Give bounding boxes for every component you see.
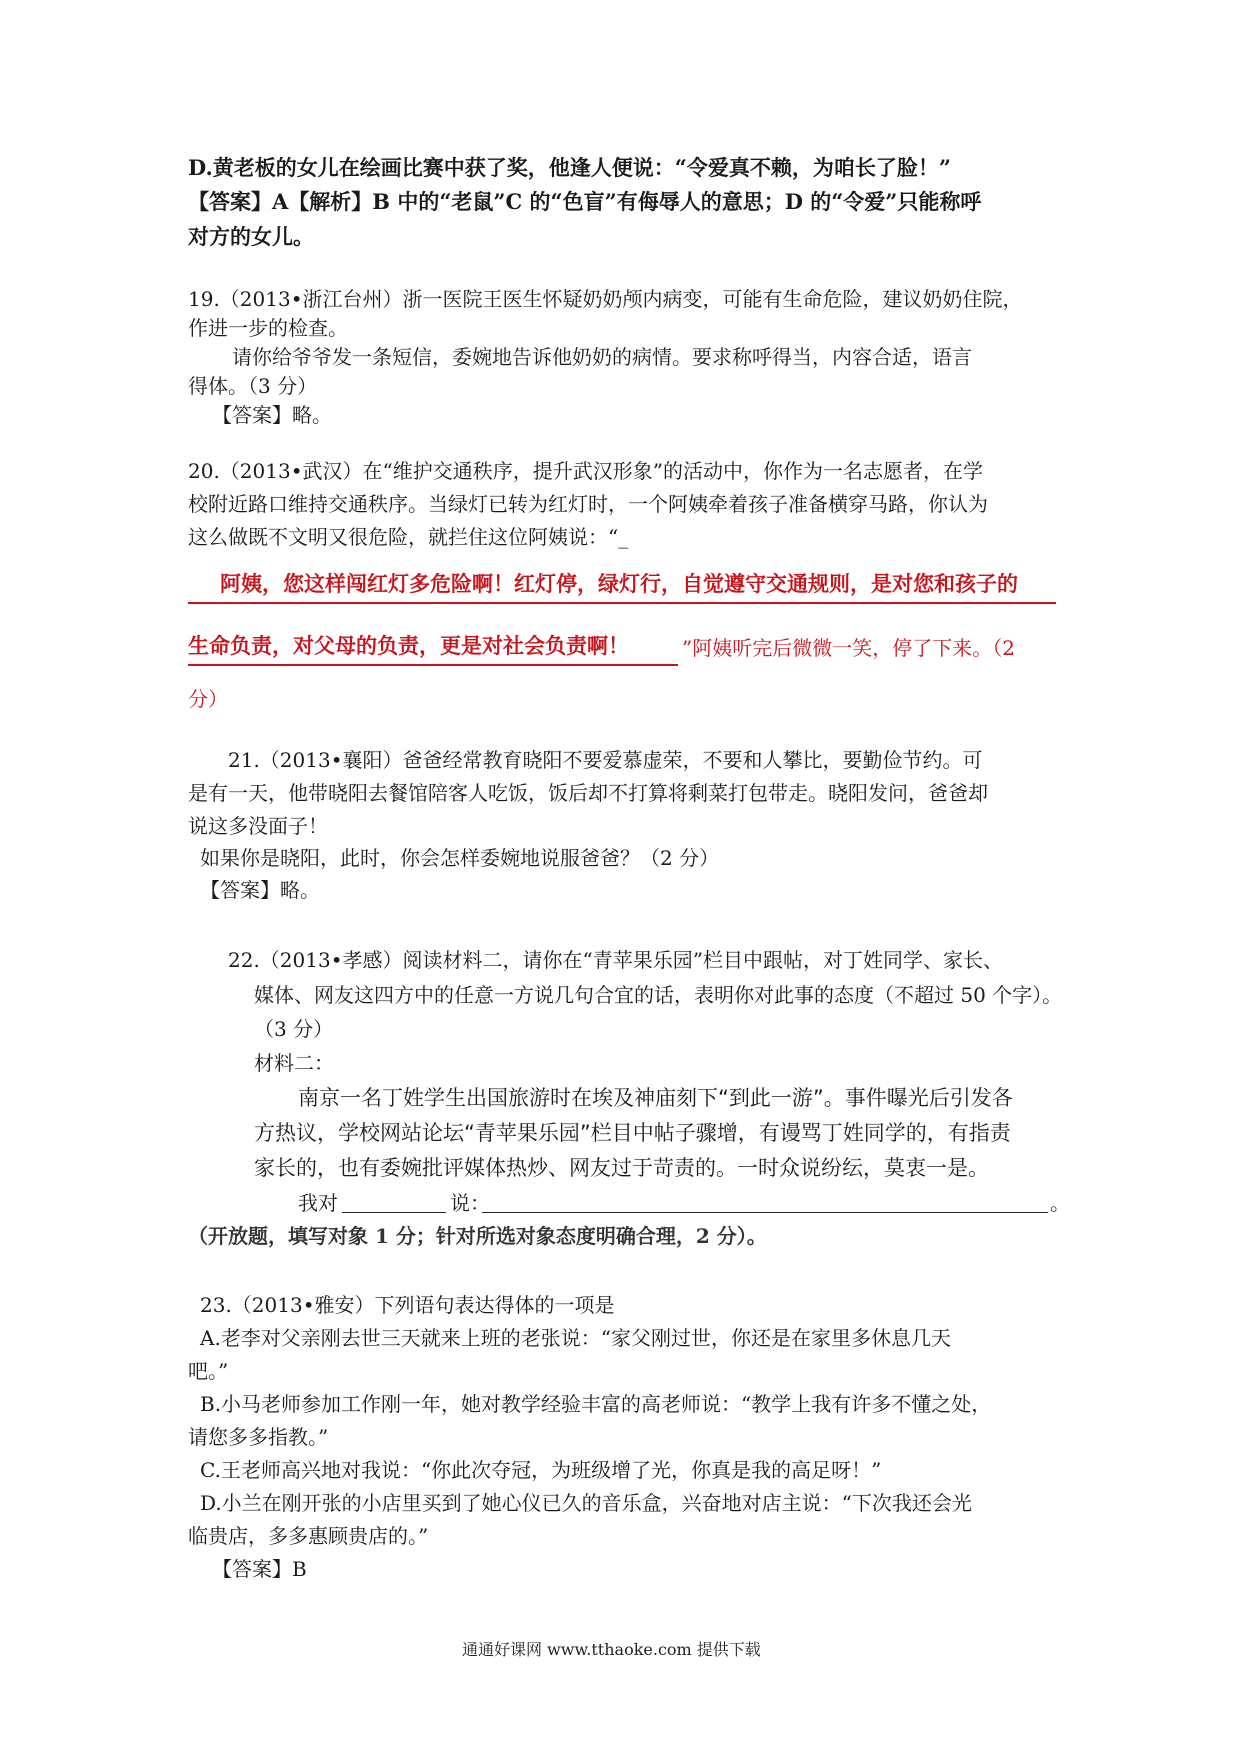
q19-line-3: 请你给爷爷发一条短信，委婉地告诉他奶奶的病情。要求称呼得当，内容合适，语言 (232, 345, 972, 369)
q23-option-b-line-1: B.小马老师参加工作刚一年，她对教学经验丰富的高老师说：“教学上我有许多不懂之处， (200, 1392, 992, 1416)
q23-option-d-line-2: 临贵店，多多惠顾贵店的。” (188, 1524, 429, 1548)
q23-option-d-line-1: D.小兰在刚开张的小店里买到了她心仪已久的音乐盒，兴奋地对店主说：“下次我还会光 (200, 1491, 972, 1515)
q21-line-2: 是有一天，他带晓阳去餐馆陪客人吃饭，饭后却不打算将剩菜打包带走。晓阳发问，爸爸却 (188, 781, 988, 805)
q22-answer: （开放题，填写对象 1 分；针对所选对象态度明确合理，2 分）。 (188, 1224, 767, 1248)
q23-stem: 23.（2013•雅安）下列语句表达得体的一项是 (200, 1293, 615, 1317)
q22-line-1: 22.（2013•孝感）阅读材料二，请你在“青苹果乐园”栏目中跟帖，对丁姓同学、家长、 (228, 948, 1003, 972)
q22-material-line-3: 家长的，也有委婉批评媒体热炒、网友过于苛责的。一时众说纷纭，莫衷一是。 (254, 1156, 989, 1180)
q21-answer: 【答案】略。 (200, 878, 320, 902)
q22-fill-prefix: 我对 (298, 1191, 338, 1215)
q23-option-c: C.王老师高兴地对我说：“你此次夺冠，为班级增了光，你真是我的高足呀！” (200, 1458, 882, 1482)
q22-fill-end: 。 (1050, 1191, 1070, 1215)
q21-line-1: 21.（2013•襄阳）爸爸经常教育晓阳不要爱慕虚荣，不要和人攀比，要勤俭节约。可 (228, 748, 983, 772)
q22-blank-answer (482, 1212, 1048, 1213)
q19-answer: 【答案】略。 (212, 403, 332, 427)
q22-material-line-2: 方热议，学校网站论坛“青苹果乐园”栏目中帖子骤增，有谩骂丁姓同学的，有指责 (254, 1121, 1011, 1145)
q20-line-2: 校附近路口维持交通秩序。当绿灯已转为红灯时，一个阿姨牵着孩子准备横穿马路，你认为 (188, 492, 988, 516)
q22-material-label: 材料二： (254, 1051, 334, 1075)
q20-line-3: 这么做既不文明又很危险，就拦住这位阿姨说：“_ (188, 525, 629, 549)
q23-answer: 【答案】B (212, 1557, 307, 1581)
q21-line-4: 如果你是晓阳，此时，你会怎样委婉地说服爸爸？（2 分） (200, 846, 720, 870)
q22-line-3: （3 分） (254, 1017, 334, 1041)
answer-line-2: 对方的女儿。 (188, 224, 314, 249)
q22-material-line-1: 南京一名丁姓学生出国旅游时在埃及神庙刻下“到此一游”。事件曝光后引发各 (298, 1086, 1013, 1110)
q19-line-2: 作进一步的检查。 (188, 316, 348, 340)
q19-line-1: 19.（2013•浙江台州）浙一医院王医生怀疑奶奶颅内病变，可能有生命危险，建议奶奶住院， (188, 287, 1023, 311)
q20-after-answer: ”阿姨听完后微微一笑，停了下来。（2 (682, 636, 1015, 660)
q22-blank-target (342, 1212, 446, 1213)
q21-line-3: 说这多没面子！ (188, 814, 328, 838)
q23-option-a-line-1: A.老李对父亲刚去世三天就来上班的老张说：“家父刚过世，你还是在家里多休息几天 (200, 1326, 952, 1350)
q20-score: 分） (188, 687, 228, 711)
page-footer: 通通好课网 www.tthaoke.com 提供下载 (462, 1640, 761, 1659)
q20-answer-line-1: 阿姨，您这样闯红灯多危险啊！红灯停，绿灯行，自觉遵守交通规则，是对您和孩子的 (188, 568, 1056, 604)
option-d-line: D.黄老板的女儿在绘画比赛中获了奖，他逢人便说：“令爱真不赖，为咱长了脸！” (188, 155, 951, 180)
q20-answer-line-2: 生命负责，对父母的负责，更是对社会负责啊！ (188, 630, 678, 666)
q22-line-2: 媒体、网友这四方中的任意一方说几句合宜的话，表明你对此事的态度（不超过 50 个字）。 (254, 983, 1063, 1007)
q19-line-4: 得体。（3 分） (188, 374, 318, 398)
q23-option-b-line-2: 请您多多指教。” (188, 1425, 329, 1449)
q22-fill-say: 说： (450, 1191, 490, 1215)
q20-line-1: 20.（2013•武汉）在“维护交通秩序，提升武汉形象”的活动中，你作为一名志愿者，在学 (188, 459, 983, 483)
answer-line-1: 【答案】A【解析】B 中的“老鼠”C 的“色盲”有侮辱人的意思；D 的“令爱”只能称呼 (188, 189, 982, 214)
q23-option-a-line-2: 吧。” (188, 1359, 229, 1383)
